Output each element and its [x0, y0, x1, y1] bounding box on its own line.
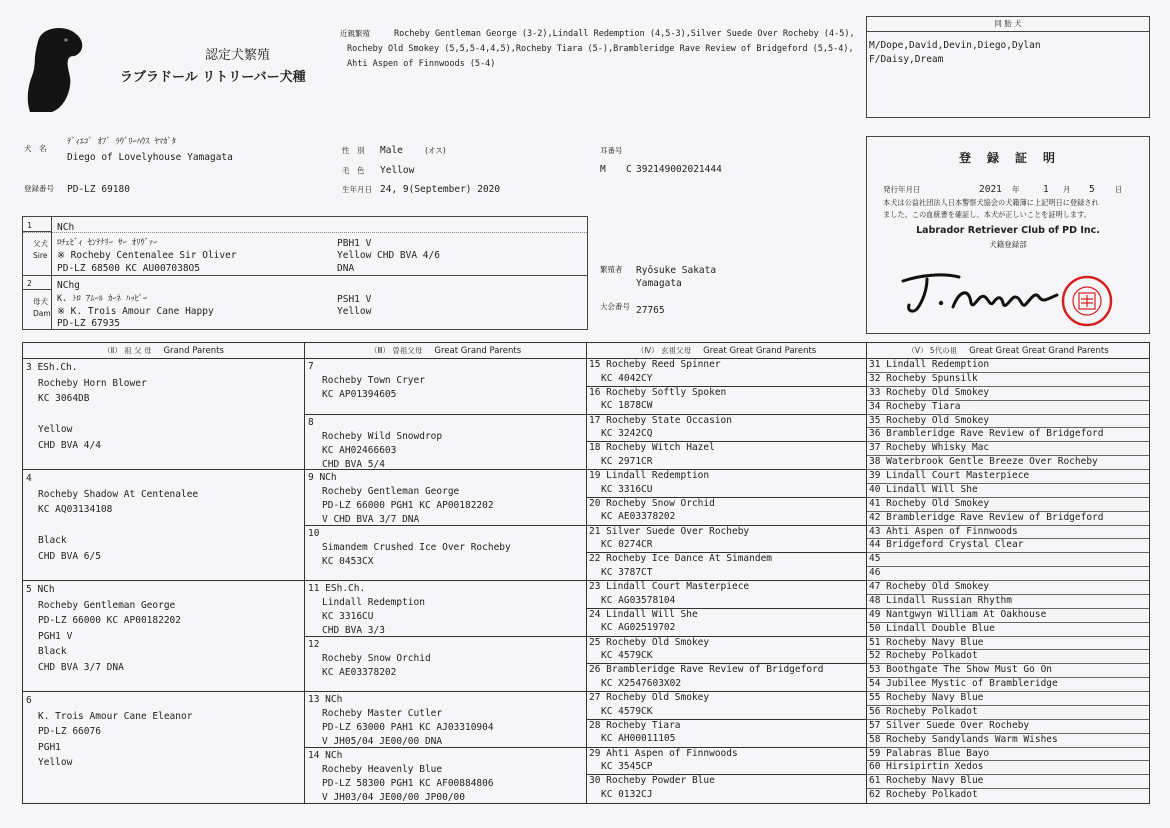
sire-label: Sire — [33, 251, 48, 260]
pedigree-line: 3 ESh.Ch. — [26, 362, 78, 373]
fifth-generation-entry: 53 Boothgate The Show Must Go On — [867, 664, 1149, 678]
fifth-generation-entry: 38 Waterbrook Gentle Breeze Over Rocheby — [867, 456, 1149, 470]
close-breeding-line-3: Ahti Aspen of Finnwoods (5-4) — [347, 59, 496, 69]
pedigree-line: Rocheby Gentleman George — [322, 486, 460, 497]
dog-name-kana: ﾃﾞｨｴｺﾞ ｵﾌﾞ ﾗｳﾞﾘｰﾊｳｽ ﾔﾏｶﾞﾀ — [67, 137, 176, 147]
pedigree-line: KC AH00011105 — [601, 733, 676, 745]
sire-title: NCh — [57, 222, 75, 233]
great-great-grand-parents-column — [587, 343, 867, 803]
pedigree-line: 30 Rocheby Powder Blue — [589, 775, 715, 787]
color-value: Yellow — [380, 165, 415, 176]
breeder-label: 繁殖者 — [600, 265, 623, 274]
club-name: Labrador Retriever Club of PD Inc. — [916, 225, 1100, 236]
pedigree-table — [22, 342, 1150, 804]
pedigree-cell — [305, 526, 586, 582]
pedigree-line: KC 1878CW — [601, 400, 653, 412]
pedigree-line: PGH1 — [38, 741, 61, 753]
breeder-location: Yamagata — [636, 278, 682, 289]
fifth-generation-entry: 45 — [867, 553, 1149, 567]
pedigree-cell — [587, 637, 866, 665]
pedigree-cell — [305, 748, 586, 804]
pedigree-line: CHD BVA 6/5 — [38, 550, 101, 562]
pedigree-cell — [305, 692, 586, 748]
great-great-grand-parents-header-jp: （Ⅳ） 玄祖父母 — [636, 346, 692, 355]
issued-month-unit: 月 — [1063, 185, 1071, 194]
pedigree-line: PD-LZ 66000 PGH1 KC AP00182202 — [322, 500, 494, 511]
sex-value: Male — [380, 145, 403, 156]
pedigree-line: Yellow — [38, 424, 73, 435]
fifth-generation-entry: 55 Rocheby Navy Blue — [867, 692, 1149, 706]
pedigree-line: KC 4579CK — [601, 650, 653, 661]
pedigree-cell — [587, 581, 866, 609]
certificate-body-2: ました。この血統書を確証し、本犬が正しいことを証明します。 — [883, 210, 1091, 219]
pedigree-line: 9 NCh — [308, 472, 337, 483]
great-grand-parents-header-jp: （Ⅲ） 曽祖父母 — [369, 346, 423, 355]
close-breeding-line-1: Rocheby Gentleman George (3-2),Lindall Redemption (4,5-3),Silver Suede Over Rocheby (4-5), — [394, 29, 855, 39]
fifth-generation-entry: 43 Ahti Aspen of Finnwoods — [867, 526, 1149, 540]
pedigree-line: KC X2547603X02 — [601, 677, 682, 689]
pedigree-line: PD-LZ 58300 PGH1 KC AF00884806 — [322, 777, 494, 789]
pedigree-line: CHD BVA 5/4 — [322, 458, 385, 470]
pedigree-cell — [305, 359, 586, 415]
pedigree-cell — [305, 415, 586, 471]
pedigree-line: 16 Rocheby Softly Spoken — [589, 386, 727, 398]
dam-number: 2 — [27, 279, 32, 288]
pedigree-line: 19 Lindall Redemption — [589, 470, 710, 481]
ear-number-label: 耳番号 — [600, 146, 623, 155]
issued-month: 1 — [1043, 184, 1049, 195]
dam-kana: K. ﾄﾛ ｱﾑｰﾙ ｶｰﾈ ﾊｯﾋﾟｰ — [57, 294, 148, 304]
pedigree-cell — [587, 415, 866, 443]
dog-name: Diego of Lovelyhouse Yamagata — [67, 152, 233, 163]
header-title-breeding: 認定犬繁殖 — [205, 48, 271, 63]
pedigree-line: 24 Lindall Will She — [589, 608, 698, 620]
fifth-generation-header-en: Great Great Great Grand Parents — [969, 345, 1109, 356]
fifth-generation-entry: 40 Lindall Will She — [867, 484, 1149, 498]
microchip-number: 392149002021444 — [636, 164, 722, 175]
pedigree-line: 21 Silver Suede Over Rocheby — [589, 525, 750, 537]
littermates-box — [866, 16, 1150, 118]
pedigree-line: 17 Rocheby State Occasion — [589, 414, 732, 426]
fifth-generation-entry: 35 Rocheby Old Smokey — [867, 415, 1149, 429]
pedigree-line: PD-LZ 63000 PAH1 KC AJ03310904 — [322, 722, 494, 733]
pedigree-cell — [587, 526, 866, 554]
pedigree-line: KC 4579CK — [601, 705, 653, 717]
fifth-generation-header-jp: （Ⅴ） 5代の祖 — [907, 346, 958, 355]
pedigree-line: 5 NCh — [26, 584, 55, 595]
pedigree-line: Simandem Crushed Ice Over Rocheby — [322, 541, 511, 553]
pedigree-line: KC AE03378202 — [601, 511, 676, 523]
fifth-generation-entry: 49 Nantgwyn William At Oakhouse — [867, 609, 1149, 623]
fifth-generation-entry: 54 Jubilee Mystic of Brambleridge — [867, 678, 1149, 692]
pedigree-cell — [587, 775, 866, 803]
fifth-generation-entry: 51 Rocheby Navy Blue — [867, 637, 1149, 651]
issued-day-unit: 日 — [1115, 185, 1123, 194]
fifth-generation-entry: 44 Bridgeford Crystal Clear — [867, 539, 1149, 553]
breeder-name: Ryōsuke Sakata — [636, 265, 717, 276]
fifth-generation-entry: 36 Brambleridge Rave Review of Bridgeford — [867, 428, 1149, 442]
pedigree-line: 12 — [308, 638, 320, 650]
header-title-breed: ラブラドール リトリーバー犬種 — [120, 70, 306, 85]
color-label: 毛 色 — [342, 166, 365, 175]
pedigree-line: 26 Brambleridge Rave Review of Bridgeford — [589, 664, 824, 676]
pedigree-line: KC 3316CU — [322, 611, 374, 622]
fifth-generation-entry: 52 Rocheby Polkadot — [867, 650, 1149, 664]
microchip-c: C — [626, 164, 632, 175]
fifth-generation-entry: 57 Silver Suede Over Rocheby — [867, 720, 1149, 734]
signature — [897, 267, 1067, 317]
fifth-generation-entry: 46 — [867, 567, 1149, 581]
dob-label: 生年月日 — [342, 185, 372, 194]
pedigree-line: Rocheby Snow Orchid — [322, 652, 431, 664]
pedigree-line: CHD BVA 4/4 — [38, 439, 101, 451]
pedigree-cell — [587, 664, 866, 692]
fifth-generation-entry: 37 Rocheby Whisky Mac — [867, 442, 1149, 456]
pedigree-line: 11 ESh.Ch. — [308, 583, 366, 594]
sex-label: 性 別 — [342, 146, 365, 155]
pedigree-line: KC AE03378202 — [322, 666, 397, 678]
pedigree-line: 13 NCh — [308, 694, 343, 705]
club-number: 27765 — [636, 305, 665, 316]
sire-number: 1 — [27, 221, 32, 230]
pedigree-line: V CHD BVA 3/7 DNA — [322, 514, 420, 525]
fifth-generation-entry: 60 Hirsipirtin Xedos — [867, 761, 1149, 775]
pedigree-line: KC AP01394605 — [322, 389, 397, 400]
pedigree-line: KC 3064DB — [38, 393, 90, 404]
official-seal — [1061, 275, 1113, 327]
grand-parents-header-en: Grand Parents — [163, 345, 224, 356]
pedigree-cell — [305, 470, 586, 526]
sire-kana: ﾛﾁｪﾋﾞｨ ｾﾝﾃﾅﾘｰ ｻｰ ｵﾘｳﾞｧｰ — [57, 238, 158, 248]
pedigree-line: CHD BVA 3/3 — [322, 625, 385, 636]
issued-day: 5 — [1089, 184, 1095, 195]
pedigree-line: Yellow — [38, 757, 73, 768]
pedigree-line: 6 — [26, 695, 32, 706]
club-department: 犬籍登録部 — [989, 240, 1027, 249]
dob-value: 24, 9(September) 2020 — [380, 184, 501, 195]
pedigree-line: 4 — [26, 473, 32, 484]
pedigree-line: PD-LZ 66000 KC AP00182202 — [38, 615, 181, 626]
fifth-generation-entry: 33 Rocheby Old Smokey — [867, 387, 1149, 401]
grand-parents-header-jp: （Ⅱ） 祖 父 母 — [103, 346, 152, 355]
great-grand-parents-header — [305, 343, 586, 359]
close-breeding-label: 近親繁殖 — [340, 29, 370, 38]
pedigree-cell — [587, 720, 866, 748]
pedigree-cell — [587, 359, 866, 387]
fifth-generation-entry: 41 Rocheby Old Smokey — [867, 498, 1149, 512]
sire-reg: PD-LZ 68500 KC AU007038O5 — [57, 263, 200, 274]
dog-name-label: 犬 名 — [24, 144, 47, 153]
certificate-body-1: 本犬は公益社団法人日本警察犬協会の犬籍簿に上記明日に登録され — [883, 198, 1099, 207]
pedigree-line: Black — [38, 535, 67, 546]
pedigree-line: Rocheby Heavenly Blue — [322, 763, 443, 775]
pedigree-line: 7 — [308, 361, 314, 372]
sire-health-3: DNA — [337, 263, 355, 274]
sex-value-jp: (オス) — [425, 146, 446, 155]
pedigree-line: Black — [38, 646, 67, 657]
littermates-line-2: F/Daisy,Dream — [869, 54, 944, 65]
great-grand-parents-header-en: Great Grand Parents — [434, 345, 522, 356]
fifth-generation-entry: 47 Rocheby Old Smokey — [867, 581, 1149, 595]
fifth-generation-entry: 39 Lindall Court Masterpiece — [867, 470, 1149, 484]
pedigree-line: Rocheby Master Cutler — [322, 708, 443, 719]
pedigree-line: PGH1 V — [38, 630, 73, 642]
dam-title: NChg — [57, 280, 80, 291]
pedigree-line: Lindall Redemption — [322, 597, 425, 608]
pedigree-line: KC AG03578104 — [601, 594, 676, 606]
pedigree-cell — [23, 581, 304, 692]
pedigree-cell — [587, 609, 866, 637]
issued-year-unit: 年 — [1012, 185, 1020, 194]
fifth-generation-entry: 50 Lindall Double Blue — [867, 623, 1149, 637]
pedigree-cell — [587, 442, 866, 470]
microchip-m: M — [600, 164, 606, 175]
pedigree-line: 22 Rocheby Ice Dance At Simandem — [589, 553, 773, 565]
pedigree-cell — [587, 692, 866, 720]
littermates-line-1: M/Dope,David,Devin,Diego,Dylan — [869, 40, 1041, 51]
pedigree-line: 23 Lindall Court Masterpiece — [589, 581, 750, 592]
dog-reg: PD-LZ 69180 — [67, 184, 130, 195]
pedigree-cell — [587, 748, 866, 776]
pedigree-cell — [305, 637, 586, 693]
fifth-generation-entry: 56 Rocheby Polkadot — [867, 706, 1149, 720]
fifth-generation-entry: 62 Rocheby Polkadot — [869, 789, 978, 801]
grand-parents-column — [23, 343, 305, 803]
pedigree-line: V JH03/04 JE00/00 JP00/00 — [322, 791, 465, 803]
pedigree-line: Rocheby Wild Snowdrop — [322, 430, 443, 442]
pedigree-cell — [23, 359, 304, 470]
dam-name: ※ K. Trois Amour Cane Happy — [57, 306, 214, 317]
sire-label-jp: 父犬 — [33, 239, 48, 248]
pedigree-line: 27 Rocheby Old Smokey — [589, 692, 710, 703]
issued-year: 2021 — [979, 184, 1002, 195]
fifth-generation-entry: 42 Brambleridge Rave Review of Bridgeford — [867, 512, 1149, 526]
pedigree-cell — [305, 581, 586, 637]
pedigree-line: K. Trois Amour Cane Eleanor — [38, 710, 193, 722]
pedigree-line: KC 4042CY — [601, 372, 653, 384]
club-number-label: 大会番号 — [600, 302, 630, 311]
certificate-box — [866, 136, 1150, 334]
fifth-generation-entry: 58 Rocheby Sandylands Warm Wishes — [867, 734, 1149, 748]
littermates-title: 同 胎 犬 — [867, 17, 1149, 32]
pedigree-line: 8 — [308, 416, 314, 428]
fifth-generation-entry: 32 Rocheby Spunsilk — [867, 373, 1149, 387]
fifth-generation-entry: 59 Palabras Blue Bayo — [867, 748, 1149, 762]
issued-label: 発行年月日 — [883, 185, 921, 194]
pedigree-line: KC 3242CQ — [601, 428, 653, 439]
pedigree-line: KC AQ03134108 — [38, 504, 113, 515]
sire-name: ※ Rocheby Centenalee Sir Oliver — [57, 250, 237, 261]
pedigree-line: Rocheby Shadow At Centenalee — [38, 488, 199, 500]
sire-health-1: PBH1 V — [337, 238, 372, 249]
great-great-grand-parents-header-en: Great Great Grand Parents — [703, 345, 817, 356]
pedigree-line: KC AH02466603 — [322, 444, 397, 456]
fifth-generation-entry: 48 Lindall Russian Rhythm — [867, 595, 1149, 609]
pedigree-line: CHD BVA 3/7 DNA — [38, 661, 124, 673]
pedigree-line: KC 3545CP — [601, 761, 653, 772]
great-grand-parents-column — [305, 343, 587, 803]
pedigree-line: 25 Rocheby Old Smokey — [589, 636, 710, 648]
great-great-grand-parents-header — [587, 343, 866, 359]
pedigree-cell — [587, 553, 866, 581]
pedigree-cell — [587, 387, 866, 415]
pedigree-line: 29 Ahti Aspen of Finnwoods — [589, 747, 738, 759]
dam-reg: PD-LZ 67935 — [57, 318, 120, 329]
pedigree-line: KC 3787CT — [601, 566, 653, 578]
pedigree-cell — [23, 692, 304, 803]
fifth-generation-header — [867, 343, 1149, 359]
pedigree-line: 18 Rocheby Witch Hazel — [589, 442, 715, 454]
fifth-generation-entry: 61 Rocheby Navy Blue — [867, 775, 1149, 789]
pedigree-line: 14 NCh — [308, 749, 343, 761]
labrador-logo — [22, 24, 86, 114]
pedigree-line: Rocheby Horn Blower — [38, 377, 147, 389]
dam-label: Dam — [33, 309, 51, 318]
pedigree-line: V JH05/04 JE00/00 DNA — [322, 736, 443, 747]
pedigree-cell — [23, 470, 304, 581]
dog-reg-label: 登録番号 — [24, 184, 54, 193]
grand-parents-header — [23, 343, 304, 359]
fifth-generation-entry: 31 Lindall Redemption — [867, 359, 1149, 373]
certificate-title: 登 録 証 明 — [958, 151, 1057, 165]
fifth-generation-column — [867, 343, 1149, 803]
pedigree-cell — [587, 470, 866, 498]
pedigree-line: KC 2971CR — [601, 455, 653, 467]
fifth-generation-entry: 34 Rocheby Tiara — [867, 401, 1149, 415]
dam-health-1: PSH1 V — [337, 294, 372, 305]
pedigree-line: KC 0274CR — [601, 539, 653, 550]
parents-box — [22, 216, 588, 330]
dam-health-2: Yellow — [337, 306, 372, 317]
pedigree-line: KC 0132CJ — [601, 788, 653, 800]
pedigree-line: Rocheby Gentleman George — [38, 599, 176, 611]
pedigree-line: 10 — [308, 527, 320, 539]
pedigree-line: 28 Rocheby Tiara — [589, 719, 681, 731]
pedigree-line: 15 Rocheby Reed Spinner — [589, 359, 721, 370]
pedigree-line: 20 Rocheby Snow Orchid — [589, 497, 715, 509]
pedigree-cell — [587, 498, 866, 526]
pedigree-line: PD-LZ 66076 — [38, 726, 101, 737]
sire-health-2: Yellow CHD BVA 4/6 — [337, 250, 440, 261]
pedigree-line: KC 3316CU — [601, 483, 653, 495]
pedigree-line: KC AG02519702 — [601, 622, 676, 634]
dam-label-jp: 母犬 — [33, 297, 48, 306]
pedigree-line: Rocheby Town Cryer — [322, 375, 425, 386]
pedigree-line: KC 0453CX — [322, 555, 374, 567]
close-breeding-line-2: Rocheby Old Smokey (5,5,5-4,4,5),Rocheby Tiara (5-),Brambleridge Rave Review of Bridgeford (5,5-4), — [347, 44, 854, 54]
